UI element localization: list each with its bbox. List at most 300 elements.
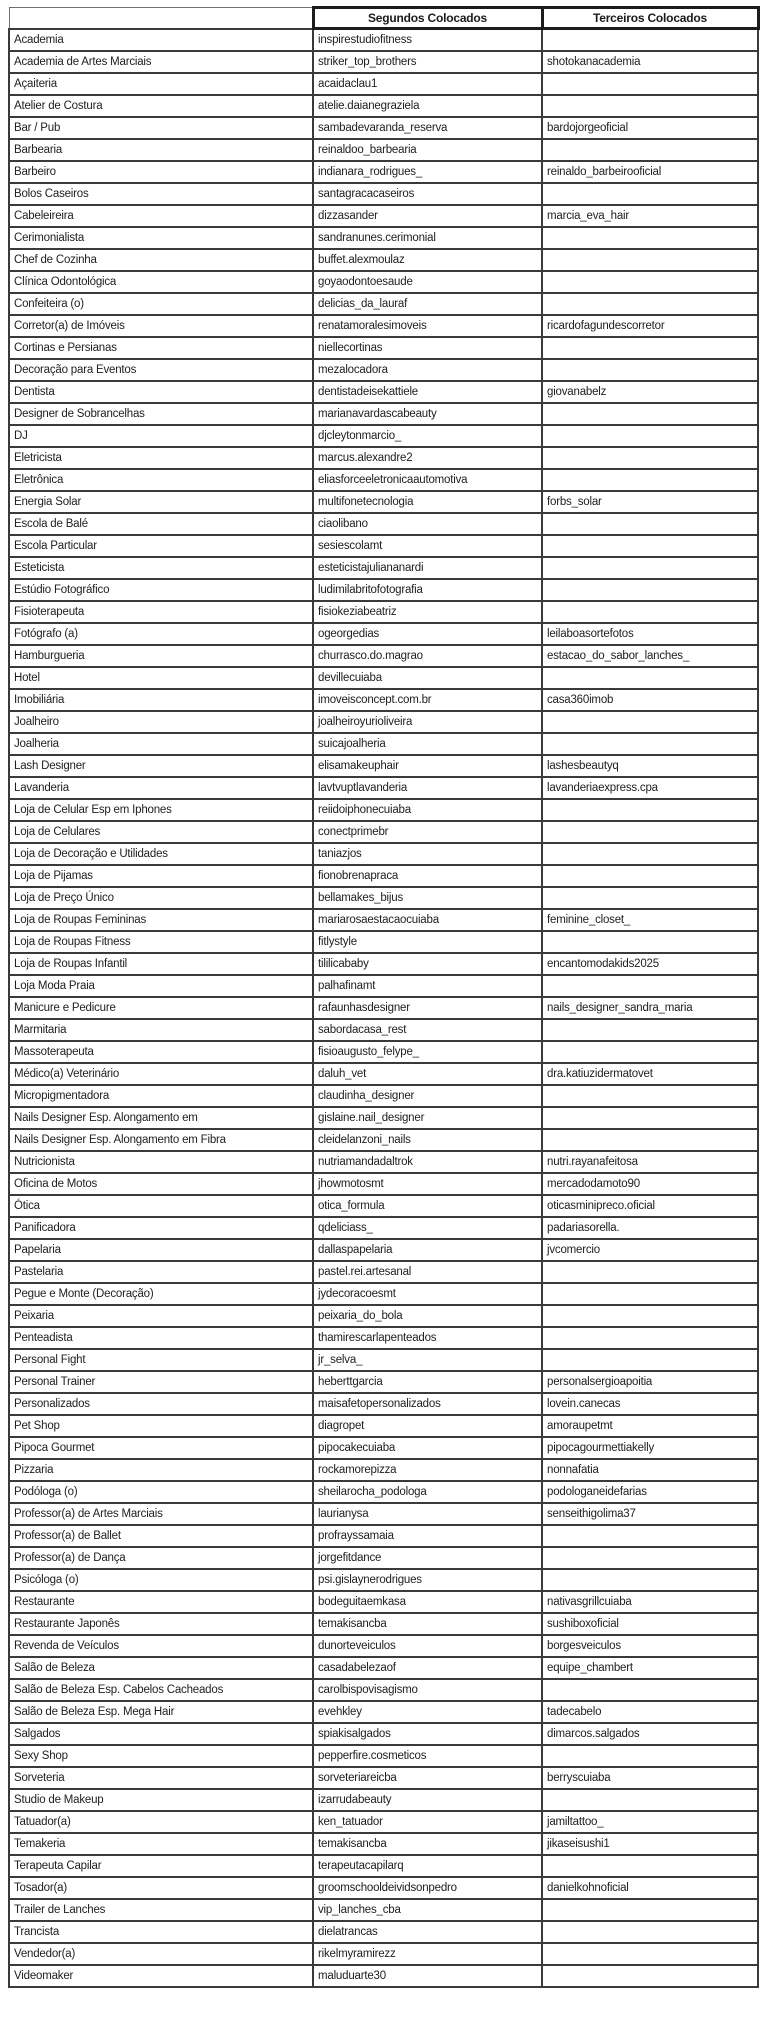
cell-second-place: profrayssamaia: [313, 1525, 542, 1547]
cell-third-place: reinaldo_barbeirooficial: [542, 161, 758, 183]
table-row: [9, 975, 758, 997]
cell-category: Marmitaria: [9, 1019, 313, 1041]
cell-second-place: psi.gislaynerodrigues: [313, 1569, 542, 1591]
cell-second-place: rafaunhasdesigner: [313, 997, 542, 1019]
table-row: [9, 1283, 758, 1305]
cell-second-place: pipocakecuiaba: [313, 1437, 542, 1459]
cell-third-place: [542, 1019, 758, 1041]
cell-third-place: [542, 1943, 758, 1965]
cell-category: Loja de Decoração e Utilidades: [9, 843, 313, 865]
cell-category: Açaiteria: [9, 73, 313, 95]
cell-third-place: [542, 1283, 758, 1305]
cell-third-place: danielkohnoficial: [542, 1877, 758, 1899]
table-row: [9, 1481, 758, 1503]
cell-category: Loja de Roupas Fitness: [9, 931, 313, 953]
cell-category: Cerimonialista: [9, 227, 313, 249]
cell-second-place: lavtvuptlavanderia: [313, 777, 542, 799]
cell-category: Loja de Celular Esp em Iphones: [9, 799, 313, 821]
cell-second-place: dizzasander: [313, 205, 542, 227]
cell-third-place: ricardofagundescorretor: [542, 315, 758, 337]
cell-category: Loja de Pijamas: [9, 865, 313, 887]
cell-third-place: [542, 1679, 758, 1701]
cell-third-place: [542, 667, 758, 689]
cell-second-place: fitlystyle: [313, 931, 542, 953]
cell-third-place: [542, 139, 758, 161]
cell-second-place: casadabelezaof: [313, 1657, 542, 1679]
cell-category: Escola Particular: [9, 535, 313, 557]
table-row: [9, 1877, 758, 1899]
cell-category: Eletricista: [9, 447, 313, 469]
cell-third-place: jikaseisushi1: [542, 1833, 758, 1855]
table-row: [9, 403, 758, 425]
cell-second-place: laurianysa: [313, 1503, 542, 1525]
cell-third-place: [542, 1745, 758, 1767]
cell-category: Lash Designer: [9, 755, 313, 777]
cell-category: Nails Designer Esp. Alongamento em Fibra: [9, 1129, 313, 1151]
cell-category: Pizzaria: [9, 1459, 313, 1481]
cell-third-place: podologaneidefarias: [542, 1481, 758, 1503]
cell-category: Chef de Cozinha: [9, 249, 313, 271]
cell-category: Trancista: [9, 1921, 313, 1943]
table-row: [9, 1657, 758, 1679]
cell-second-place: jydecoracoesmt: [313, 1283, 542, 1305]
table-body: [9, 29, 758, 1988]
cell-second-place: devillecuiaba: [313, 667, 542, 689]
table-row: [9, 997, 758, 1019]
cell-second-place: rockamorepizza: [313, 1459, 542, 1481]
cell-third-place: [542, 1789, 758, 1811]
cell-third-place: borgesveiculos: [542, 1635, 758, 1657]
cell-third-place: [542, 535, 758, 557]
table-row: [9, 1239, 758, 1261]
cell-third-place: jamiltattoo_: [542, 1811, 758, 1833]
cell-category: Confeiteira (o): [9, 293, 313, 315]
ranking-table: [8, 6, 760, 1988]
cell-third-place: [542, 1129, 758, 1151]
table-row: [9, 1327, 758, 1349]
cell-category: Hotel: [9, 667, 313, 689]
cell-category: Imobiliária: [9, 689, 313, 711]
cell-third-place: senseithigolima37: [542, 1503, 758, 1525]
cell-category: Loja Moda Praia: [9, 975, 313, 997]
cell-third-place: [542, 843, 758, 865]
cell-third-place: [542, 249, 758, 271]
table-row: [9, 271, 758, 293]
cell-second-place: ludimilabritofotografia: [313, 579, 542, 601]
table-row: [9, 51, 758, 73]
cell-third-place: leilaboasortefotos: [542, 623, 758, 645]
cell-second-place: daluh_vet: [313, 1063, 542, 1085]
cell-second-place: reiidoiphonecuiaba: [313, 799, 542, 821]
cell-third-place: encantomodakids2025: [542, 953, 758, 975]
cell-third-place: [542, 29, 758, 52]
cell-second-place: sambadevaranda_reserva: [313, 117, 542, 139]
cell-category: Estúdio Fotográfico: [9, 579, 313, 601]
cell-category: Pastelaria: [9, 1261, 313, 1283]
cell-category: Professor(a) de Dança: [9, 1547, 313, 1569]
cell-third-place: [542, 513, 758, 535]
cell-category: Pet Shop: [9, 1415, 313, 1437]
cell-category: Academia: [9, 29, 313, 52]
cell-third-place: [542, 1107, 758, 1129]
cell-third-place: [542, 1547, 758, 1569]
cell-category: DJ: [9, 425, 313, 447]
cell-category: Peixaria: [9, 1305, 313, 1327]
table-row: [9, 1085, 758, 1107]
table-row: [9, 1459, 758, 1481]
cell-category: Personal Trainer: [9, 1371, 313, 1393]
cell-second-place: elisamakeuphair: [313, 755, 542, 777]
table-row: [9, 161, 758, 183]
table-row: [9, 1261, 758, 1283]
cell-second-place: djcleytonmarcio_: [313, 425, 542, 447]
cell-second-place: vip_lanches_cba: [313, 1899, 542, 1921]
table-row: [9, 755, 758, 777]
cell-category: Terapeuta Capilar: [9, 1855, 313, 1877]
cell-category: Fisioterapeuta: [9, 601, 313, 623]
table-row: [9, 667, 758, 689]
cell-category: Salão de Beleza: [9, 1657, 313, 1679]
cell-category: Oficina de Motos: [9, 1173, 313, 1195]
cell-second-place: diagropet: [313, 1415, 542, 1437]
table-row: [9, 777, 758, 799]
cell-third-place: [542, 1085, 758, 1107]
cell-category: Bolos Caseiros: [9, 183, 313, 205]
table-row: [9, 1019, 758, 1041]
cell-second-place: tililicababy: [313, 953, 542, 975]
cell-second-place: marcus.alexandre2: [313, 447, 542, 469]
cell-second-place: dentistadeisekattiele: [313, 381, 542, 403]
table-row: [9, 535, 758, 557]
table-row: [9, 513, 758, 535]
column-header-third-place: Terceiros Colocados: [542, 8, 758, 29]
cell-second-place: multifonetecnologia: [313, 491, 542, 513]
cell-category: Hamburgueria: [9, 645, 313, 667]
cell-third-place: [542, 183, 758, 205]
cell-category: Joalheiro: [9, 711, 313, 733]
cell-third-place: [542, 579, 758, 601]
cell-third-place: oticasminipreco.oficial: [542, 1195, 758, 1217]
cell-third-place: [542, 821, 758, 843]
cell-second-place: pepperfire.cosmeticos: [313, 1745, 542, 1767]
cell-third-place: [542, 975, 758, 997]
cell-second-place: striker_top_brothers: [313, 51, 542, 73]
table-row: [9, 1063, 758, 1085]
cell-second-place: marianavardascabeauty: [313, 403, 542, 425]
cell-second-place: sandranunes.cerimonial: [313, 227, 542, 249]
cell-second-place: fisioaugusto_felype_: [313, 1041, 542, 1063]
cell-category: Loja de Preço Único: [9, 887, 313, 909]
cell-second-place: sorveteriareicba: [313, 1767, 542, 1789]
table-row: [9, 623, 758, 645]
cell-second-place: peixaria_do_bola: [313, 1305, 542, 1327]
cell-third-place: [542, 931, 758, 953]
cell-third-place: [542, 293, 758, 315]
cell-category: Tosador(a): [9, 1877, 313, 1899]
cell-category: Loja de Roupas Infantil: [9, 953, 313, 975]
cell-second-place: otica_formula: [313, 1195, 542, 1217]
cell-second-place: dielatrancas: [313, 1921, 542, 1943]
cell-second-place: renatamoralesimoveis: [313, 315, 542, 337]
cell-category: Sexy Shop: [9, 1745, 313, 1767]
table-row: [9, 1415, 758, 1437]
table-row: [9, 1723, 758, 1745]
table-row: [9, 1107, 758, 1129]
cell-category: Salgados: [9, 1723, 313, 1745]
cell-third-place: bardojorgeoficial: [542, 117, 758, 139]
cell-third-place: [542, 1921, 758, 1943]
table-row: [9, 601, 758, 623]
table-row: [9, 1217, 758, 1239]
cell-category: Tatuador(a): [9, 1811, 313, 1833]
table-row: [9, 1811, 758, 1833]
cell-second-place: taniazjos: [313, 843, 542, 865]
table-row: [9, 205, 758, 227]
cell-second-place: inspirestudiofitness: [313, 29, 542, 52]
cell-third-place: estacao_do_sabor_lanches_: [542, 645, 758, 667]
cell-third-place: tadecabelo: [542, 1701, 758, 1723]
cell-third-place: [542, 1327, 758, 1349]
cell-third-place: personalsergioapoitia: [542, 1371, 758, 1393]
cell-category: Trailer de Lanches: [9, 1899, 313, 1921]
cell-second-place: pastel.rei.artesanal: [313, 1261, 542, 1283]
cell-third-place: [542, 1855, 758, 1877]
table-row: [9, 1789, 758, 1811]
cell-second-place: sesiescolamt: [313, 535, 542, 557]
table-row: [9, 1591, 758, 1613]
cell-second-place: temakisancba: [313, 1833, 542, 1855]
cell-second-place: dallaspapelaria: [313, 1239, 542, 1261]
cell-category: Médico(a) Veterinário: [9, 1063, 313, 1085]
cell-third-place: [542, 601, 758, 623]
cell-category: Salão de Beleza Esp. Mega Hair: [9, 1701, 313, 1723]
table-row: [9, 1371, 758, 1393]
cell-category: Nails Designer Esp. Alongamento em: [9, 1107, 313, 1129]
cell-third-place: shotokanacademia: [542, 51, 758, 73]
cell-third-place: sushiboxoficial: [542, 1613, 758, 1635]
table-row: [9, 73, 758, 95]
cell-category: Panificadora: [9, 1217, 313, 1239]
cell-third-place: equipe_chambert: [542, 1657, 758, 1679]
table-row: [9, 249, 758, 271]
table-row: [9, 1635, 758, 1657]
cell-third-place: feminine_closet_: [542, 909, 758, 931]
cell-category: Dentista: [9, 381, 313, 403]
cell-second-place: dunorteveiculos: [313, 1635, 542, 1657]
cell-category: Personalizados: [9, 1393, 313, 1415]
cell-second-place: groomschooldeividsonpedro: [313, 1877, 542, 1899]
cell-second-place: churrasco.do.magrao: [313, 645, 542, 667]
cell-category: Atelier de Costura: [9, 95, 313, 117]
cell-second-place: sheilarocha_podologa: [313, 1481, 542, 1503]
cell-third-place: nativasgrillcuiaba: [542, 1591, 758, 1613]
table-row: [9, 1833, 758, 1855]
cell-third-place: mercadodamoto90: [542, 1173, 758, 1195]
cell-category: Ótica: [9, 1195, 313, 1217]
cell-category: Podóloga (o): [9, 1481, 313, 1503]
table-row: [9, 645, 758, 667]
table-row: [9, 425, 758, 447]
cell-second-place: spiakisalgados: [313, 1723, 542, 1745]
cell-third-place: casa360imob: [542, 689, 758, 711]
cell-third-place: lavanderiaexpress.cpa: [542, 777, 758, 799]
cell-second-place: sabordacasa_rest: [313, 1019, 542, 1041]
cell-third-place: [542, 1261, 758, 1283]
cell-third-place: pipocagourmettiakelly: [542, 1437, 758, 1459]
cell-third-place: [542, 1899, 758, 1921]
cell-third-place: dimarcos.salgados: [542, 1723, 758, 1745]
cell-category: Personal Fight: [9, 1349, 313, 1371]
cell-category: Psicóloga (o): [9, 1569, 313, 1591]
cell-category: Barbeiro: [9, 161, 313, 183]
cell-second-place: buffet.alexmoulaz: [313, 249, 542, 271]
cell-third-place: [542, 425, 758, 447]
table-row: [9, 689, 758, 711]
cell-third-place: [542, 271, 758, 293]
cell-second-place: nutriamandadaltrok: [313, 1151, 542, 1173]
cell-category: Pipoca Gourmet: [9, 1437, 313, 1459]
cell-third-place: nails_designer_sandra_maria: [542, 997, 758, 1019]
cell-second-place: conectprimebr: [313, 821, 542, 843]
cell-third-place: [542, 1349, 758, 1371]
cell-third-place: [542, 447, 758, 469]
table-row: [9, 183, 758, 205]
table-row: [9, 491, 758, 513]
table-row: [9, 1767, 758, 1789]
cell-category: Videomaker: [9, 1965, 313, 1987]
table-row: [9, 799, 758, 821]
table-row: [9, 579, 758, 601]
cell-category: Professor(a) de Ballet: [9, 1525, 313, 1547]
cell-third-place: [542, 711, 758, 733]
cell-category: Escola de Balé: [9, 513, 313, 535]
table-row: [9, 1525, 758, 1547]
ranking-sheet: [8, 6, 757, 1988]
table-row: [9, 1921, 758, 1943]
cell-third-place: jvcomercio: [542, 1239, 758, 1261]
cell-second-place: evehkley: [313, 1701, 542, 1723]
table-row: [9, 1151, 758, 1173]
cell-third-place: [542, 557, 758, 579]
cell-category: Manicure e Pedicure: [9, 997, 313, 1019]
cell-second-place: cleidelanzoni_nails: [313, 1129, 542, 1151]
table-row: [9, 1041, 758, 1063]
cell-third-place: [542, 1569, 758, 1591]
table-row: [9, 359, 758, 381]
cell-category: Restaurante: [9, 1591, 313, 1613]
cell-third-place: dra.katiuzidermatovet: [542, 1063, 758, 1085]
table-row: [9, 315, 758, 337]
cell-third-place: [542, 865, 758, 887]
cell-category: Joalheria: [9, 733, 313, 755]
table-row: [9, 1547, 758, 1569]
cell-third-place: [542, 403, 758, 425]
cell-second-place: fionobrenapraca: [313, 865, 542, 887]
table-row: [9, 1195, 758, 1217]
cell-second-place: rikelmyramirezz: [313, 1943, 542, 1965]
cell-second-place: suicajoalheria: [313, 733, 542, 755]
cell-category: Designer de Sobrancelhas: [9, 403, 313, 425]
cell-second-place: heberttgarcia: [313, 1371, 542, 1393]
cell-third-place: [542, 73, 758, 95]
cell-category: Decoração para Eventos: [9, 359, 313, 381]
cell-second-place: temakisancba: [313, 1613, 542, 1635]
cell-second-place: jhowmotosmt: [313, 1173, 542, 1195]
table-row: [9, 1965, 758, 1987]
cell-second-place: bodeguitaemkasa: [313, 1591, 542, 1613]
cell-category: Barbearia: [9, 139, 313, 161]
table-row: [9, 337, 758, 359]
cell-category: Papelaria: [9, 1239, 313, 1261]
table-row: [9, 1393, 758, 1415]
cell-second-place: carolbispovisagismo: [313, 1679, 542, 1701]
cell-third-place: [542, 799, 758, 821]
cell-category: Cabeleireira: [9, 205, 313, 227]
table-row: [9, 1613, 758, 1635]
cell-third-place: lashesbeautyq: [542, 755, 758, 777]
cell-third-place: [542, 1525, 758, 1547]
cell-category: Studio de Makeup: [9, 1789, 313, 1811]
table-row: [9, 227, 758, 249]
cell-third-place: marcia_eva_hair: [542, 205, 758, 227]
cell-category: Lavanderia: [9, 777, 313, 799]
cell-category: Vendedor(a): [9, 1943, 313, 1965]
table-row: [9, 953, 758, 975]
cell-second-place: esteticistajuliananardi: [313, 557, 542, 579]
table-row: [9, 139, 758, 161]
table-row: [9, 1129, 758, 1151]
cell-category: Eletrônica: [9, 469, 313, 491]
cell-category: Penteadista: [9, 1327, 313, 1349]
cell-second-place: imoveisconcept.com.br: [313, 689, 542, 711]
cell-category: Sorveteria: [9, 1767, 313, 1789]
cell-category: Salão de Beleza Esp. Cabelos Cacheados: [9, 1679, 313, 1701]
table-row: [9, 447, 758, 469]
table-row: [9, 1943, 758, 1965]
table-row: [9, 1899, 758, 1921]
table-row: [9, 1437, 758, 1459]
table-row: [9, 1855, 758, 1877]
cell-second-place: eliasforceeletronicaautomotiva: [313, 469, 542, 491]
cell-second-place: palhafinamt: [313, 975, 542, 997]
cell-category: Academia de Artes Marciais: [9, 51, 313, 73]
cell-category: Cortinas e Persianas: [9, 337, 313, 359]
cell-category: Nutricionista: [9, 1151, 313, 1173]
cell-second-place: maluduarte30: [313, 1965, 542, 1987]
cell-third-place: amoraupetmt: [542, 1415, 758, 1437]
cell-third-place: nutri.rayanafeitosa: [542, 1151, 758, 1173]
cell-second-place: jorgefitdance: [313, 1547, 542, 1569]
cell-third-place: [542, 1965, 758, 1987]
cell-third-place: giovanabelz: [542, 381, 758, 403]
table-row: [9, 557, 758, 579]
cell-second-place: maisafetopersonalizados: [313, 1393, 542, 1415]
table-row: [9, 95, 758, 117]
table-row: [9, 821, 758, 843]
cell-third-place: [542, 1041, 758, 1063]
cell-third-place: padariasorella.: [542, 1217, 758, 1239]
cell-category: Temakeria: [9, 1833, 313, 1855]
cell-category: Loja de Celulares: [9, 821, 313, 843]
cell-category: Micropigmentadora: [9, 1085, 313, 1107]
table-row: [9, 1305, 758, 1327]
cell-third-place: [542, 733, 758, 755]
table-row: [9, 117, 758, 139]
cell-third-place: [542, 337, 758, 359]
cell-category: Esteticista: [9, 557, 313, 579]
cell-category: Loja de Roupas Femininas: [9, 909, 313, 931]
cell-category: Corretor(a) de Imóveis: [9, 315, 313, 337]
